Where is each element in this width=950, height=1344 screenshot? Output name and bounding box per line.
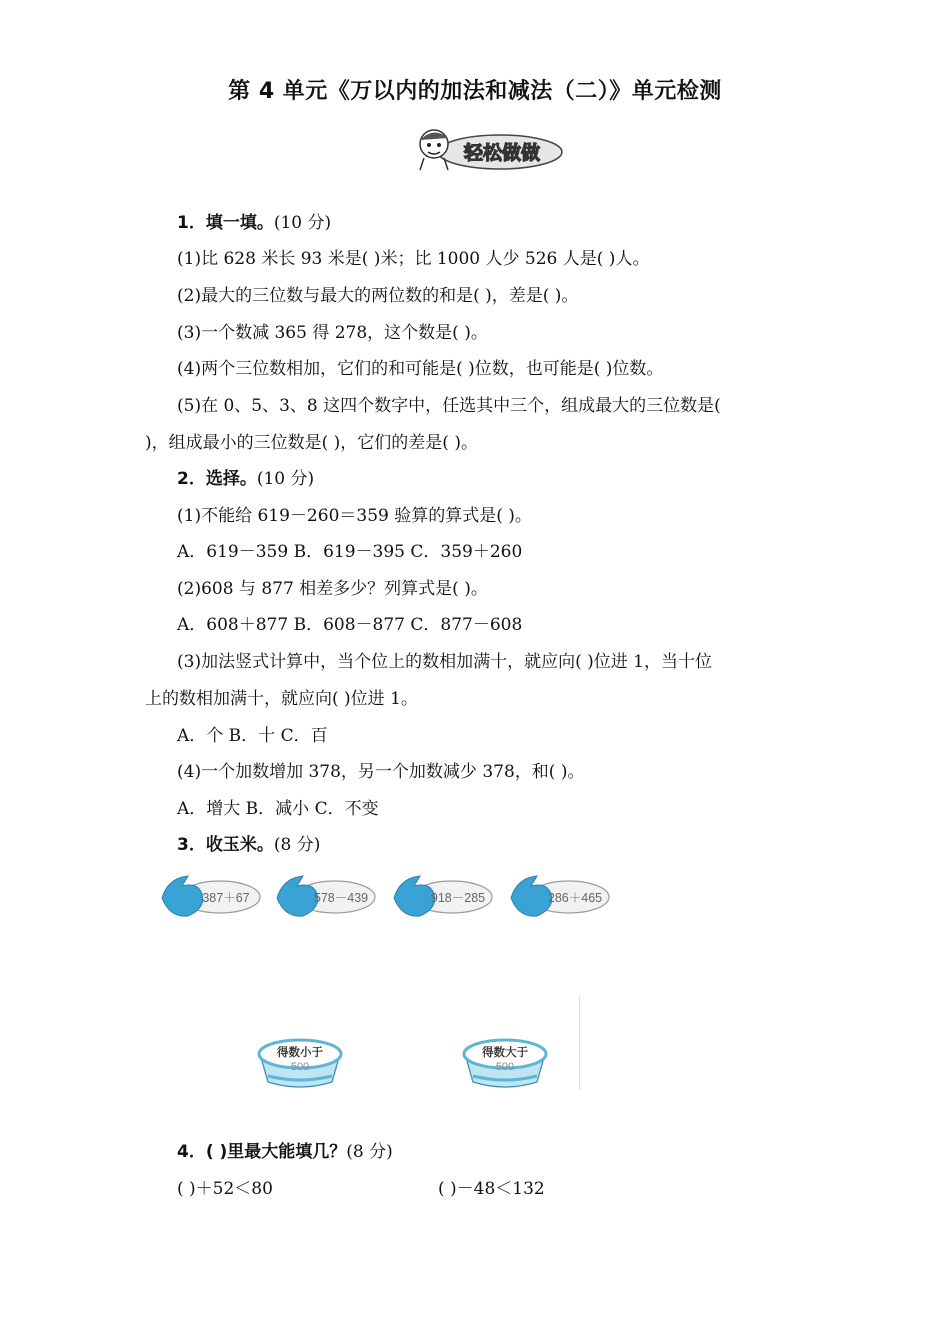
logo-illustration xyxy=(412,126,564,174)
q2-options-2: A．608＋877 B．608－877 C．877－608 xyxy=(177,615,523,635)
corn-4-expression: 286＋465 xyxy=(547,891,603,905)
corn-2-expression: 578－439 xyxy=(313,891,369,905)
q4-heading-text: 4．( )里最大能填几？ xyxy=(177,1142,347,1162)
q1-item-5-cont: )，组成最小的三位数是( )，它们的差是( )。 xyxy=(145,433,478,453)
corn-3-expression: 918－285 xyxy=(430,891,486,905)
bowl-less-than-number: 500 xyxy=(290,1061,310,1073)
q3-score: (8 分) xyxy=(273,835,321,855)
q2-heading-text: 2．选择。 xyxy=(177,469,257,489)
bowl-less-than-label: 得数小于 xyxy=(277,1045,323,1059)
q1-item-2: (2)最大的三位数与最大的两位数的和是( )，差是( )。 xyxy=(177,286,579,306)
bowl-greater-than-number: 500 xyxy=(495,1061,515,1073)
q2-options-1: A．619－359 B．619－395 C．359＋260 xyxy=(177,542,523,562)
logo-text: 轻松做做 xyxy=(463,142,541,164)
q2-options-3: A．个 B．十 C．百 xyxy=(177,726,328,746)
corn-1-expression: 387＋67 xyxy=(202,891,250,905)
q4-expression-2: ( )－48＜132 xyxy=(438,1179,545,1199)
q1-heading-text: 1．填一填。 xyxy=(177,213,274,233)
q2-item-3: (3)加法竖式计算中，当个位上的数相加满十，就应向( )位进 1，当十位 xyxy=(177,652,712,672)
q3-heading-text: 3．收玉米。 xyxy=(177,835,274,855)
corn-1 xyxy=(158,872,262,920)
corn-4 xyxy=(507,872,611,920)
q1-item-4: (4)两个三位数相加，它们的和可能是( )位数，也可能是( )位数。 xyxy=(177,359,664,379)
page-title: 第 4 单元《万以内的加法和减法（二）》单元检测 xyxy=(228,79,722,104)
q2-item-3-cont: 上的数相加满十，就应向( )位进 1。 xyxy=(145,689,418,709)
q1-item-3: (3)一个数减 365 得 278，这个数是( )。 xyxy=(177,323,488,343)
corn-3 xyxy=(390,872,494,920)
q2-item-1: (1)不能给 619－260＝359 验算的算式是( )。 xyxy=(177,506,532,526)
q3-heading xyxy=(177,834,320,856)
q1-heading xyxy=(177,212,331,234)
q2-score: (10 分) xyxy=(256,469,315,489)
q2-heading xyxy=(177,468,314,490)
q4-expression-1: ( )＋52＜80 xyxy=(177,1179,273,1199)
bowl-greater-than xyxy=(459,1032,551,1090)
bowl-greater-than-label: 得数大于 xyxy=(482,1045,528,1059)
q2-item-2: (2)608 与 877 相差多少？列算式是( )。 xyxy=(177,579,488,599)
q1-item-5: (5)在 0、5、3、8 这四个数字中，任选其中三个，组成最大的三位数是( xyxy=(177,396,721,416)
q4-score: (8 分) xyxy=(346,1142,393,1162)
q1-item-1: (1)比 628 米长 93 米是( )米；比 1000 人少 526 人是( )人。 xyxy=(177,249,650,269)
bowl-less-than xyxy=(254,1032,346,1090)
q2-options-4: A．增大 B．减小 C．不变 xyxy=(177,799,379,819)
q2-item-4: (4)一个加数增加 378，另一个加数减少 378，和( )。 xyxy=(177,762,585,782)
q1-score: (10 分) xyxy=(273,213,332,233)
corn-2 xyxy=(273,872,377,920)
q4-heading xyxy=(177,1141,393,1163)
